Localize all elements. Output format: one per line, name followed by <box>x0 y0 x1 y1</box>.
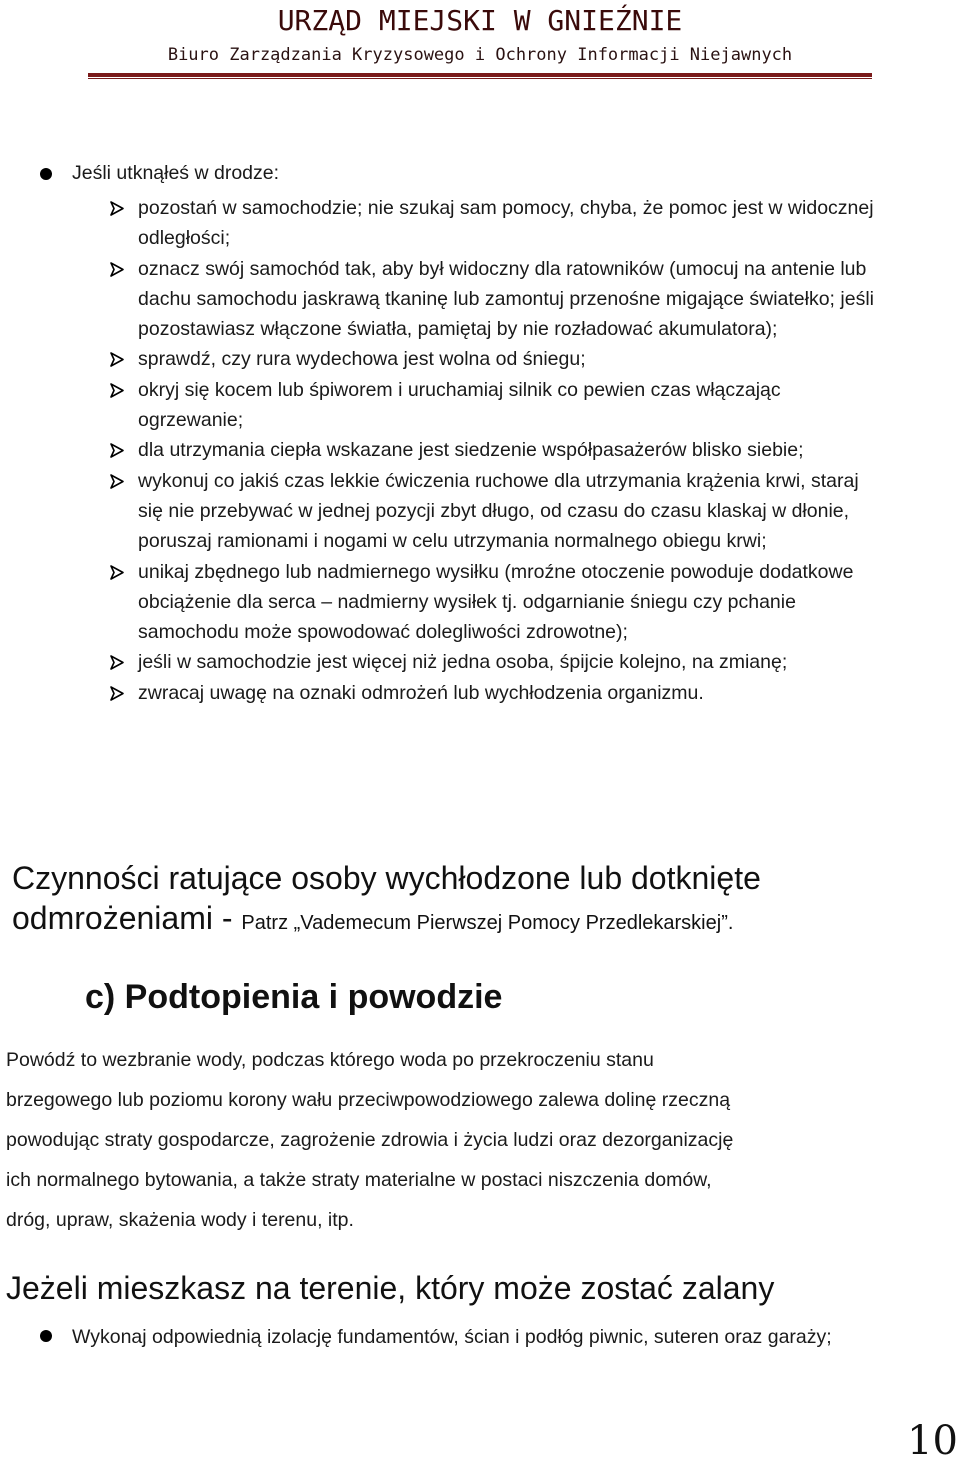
paragraph-line: brzegowego lub poziomu korony wału przeciwpowodziowego zalewa dolinę rzeczną <box>6 1089 731 1111</box>
list-item <box>108 254 888 345</box>
flood-heading: c) Podtopienia i powodzie <box>85 978 503 1016</box>
bullet-dot-icon <box>40 1330 52 1342</box>
bullet-dot-icon <box>40 168 52 180</box>
list-item <box>108 678 888 708</box>
flood-subheading: Jeżeli mieszkasz na terenie, który może zostać zalany <box>6 1270 775 1306</box>
paragraph-line: dróg, upraw, skażenia wody i terenu, itp. <box>6 1209 354 1231</box>
list-item <box>108 466 888 557</box>
rescue-title-line1: Czynności ratujące osoby wychłodzone lub dotknięte <box>12 860 761 896</box>
arrow-bullet-icon <box>108 193 128 223</box>
arrow-bullet-icon <box>108 678 128 708</box>
list-item-text: dla utrzymania ciepła wskazane jest siedzenie współpasażerów blisko siebie; <box>138 439 804 462</box>
list-item-text: sprawdź, czy rura wydechowa jest wolna od śniegu; <box>138 348 586 371</box>
paragraph-line: ich normalnego bytowania, a także straty materialne w postaci niszczenia domów, <box>6 1169 712 1191</box>
list-item <box>108 375 888 436</box>
list-item <box>108 435 888 465</box>
list-item-text: zwracaj uwagę na oznaki odmrożeń lub wychłodzenia organizmu. <box>138 681 704 704</box>
list-item-text: pozostań w samochodzie; nie szukaj sam pomocy, chyba, że pomoc jest w widocznej odległości; <box>138 197 874 250</box>
arrow-bullet-icon <box>108 557 128 587</box>
arrow-bullet-icon <box>108 254 128 284</box>
list-item-text: okryj się kocem lub śpiworem i uruchamiaj silnik co pewien czas włączając ogrzewanie; <box>138 378 781 432</box>
list-item-text: jeśli w samochodzie jest więcej niż jedna osoba, śpijcie kolejno, na zmianę; <box>138 651 788 674</box>
page-number: 10 <box>907 1418 958 1464</box>
rescue-title-large: odmrożeniami - <box>12 900 242 936</box>
list-item <box>108 344 888 374</box>
header-rule-thin <box>88 78 872 79</box>
flood-paragraph <box>6 1040 906 1240</box>
rescue-title-line2 <box>12 898 912 943</box>
list-item <box>108 647 888 677</box>
list-item <box>108 193 888 254</box>
rescue-reference: Patrz „Vademecum Pierwszej Pomocy Przedlekarskiej”. <box>241 912 734 934</box>
list-item <box>108 557 888 648</box>
arrow-bullet-icon <box>108 375 128 405</box>
paragraph-line: powodując straty gospodarcze, zagrożenie zdrowia i życia ludzi oraz dezorganizację <box>6 1129 734 1151</box>
header-subtitle: Biuro Zarządzania Kryzysowego i Ochrony Informacji Niejawnych <box>167 45 793 65</box>
stuck-instructions-list <box>108 193 888 708</box>
header-title: URZĄD MIEJSKI W GNIEŹNIE <box>277 4 683 37</box>
paragraph-line: Powódź to wezbranie wody, podczas którego woda po przekroczeniu stanu <box>6 1049 654 1071</box>
arrow-bullet-icon <box>108 647 128 677</box>
flood-bullet-text: Wykonaj odpowiednią izolację fundamentów, ścian i podłóg piwnic, suteren oraz garaży; <box>72 1326 832 1348</box>
stuck-intro-text: Jeśli utknąłeś w drodze: <box>72 162 280 184</box>
list-item-text: wykonuj co jakiś czas lekkie ćwiczenia ruchowe dla utrzymania krążenia krwi, staraj się nie przebywać w jednej pozycji zbyt długo, od czasu do czasu klaskaj w dłonie, poruszaj ramionami i nogami w celu utrzymania normalnego obiegu krwi; <box>138 469 859 553</box>
arrow-bullet-icon <box>108 466 128 496</box>
header-rule <box>88 73 872 77</box>
list-item-text: unikaj zbędnego lub nadmiernego wysiłku (mroźne otoczenie powoduje dodatkowe obciążenie dla serca – nadmierny wysiłek tj. odgarnianie śniegu czy pchanie samochodu może spowodować dolegliwości zdrowotne); <box>138 560 854 644</box>
arrow-bullet-icon <box>108 435 128 465</box>
list-item-text: oznacz swój samochód tak, aby był widoczny dla ratowników (umocuj na antenie lub dachu samochodu jaskrawą tkaninę lub zamontuj przenośne migające światełko; jeśli pozostawiasz włączone światła, pamiętaj by nie rozładować akumulatora); <box>138 257 874 341</box>
arrow-bullet-icon <box>108 344 128 374</box>
rescue-section-title <box>12 858 912 943</box>
